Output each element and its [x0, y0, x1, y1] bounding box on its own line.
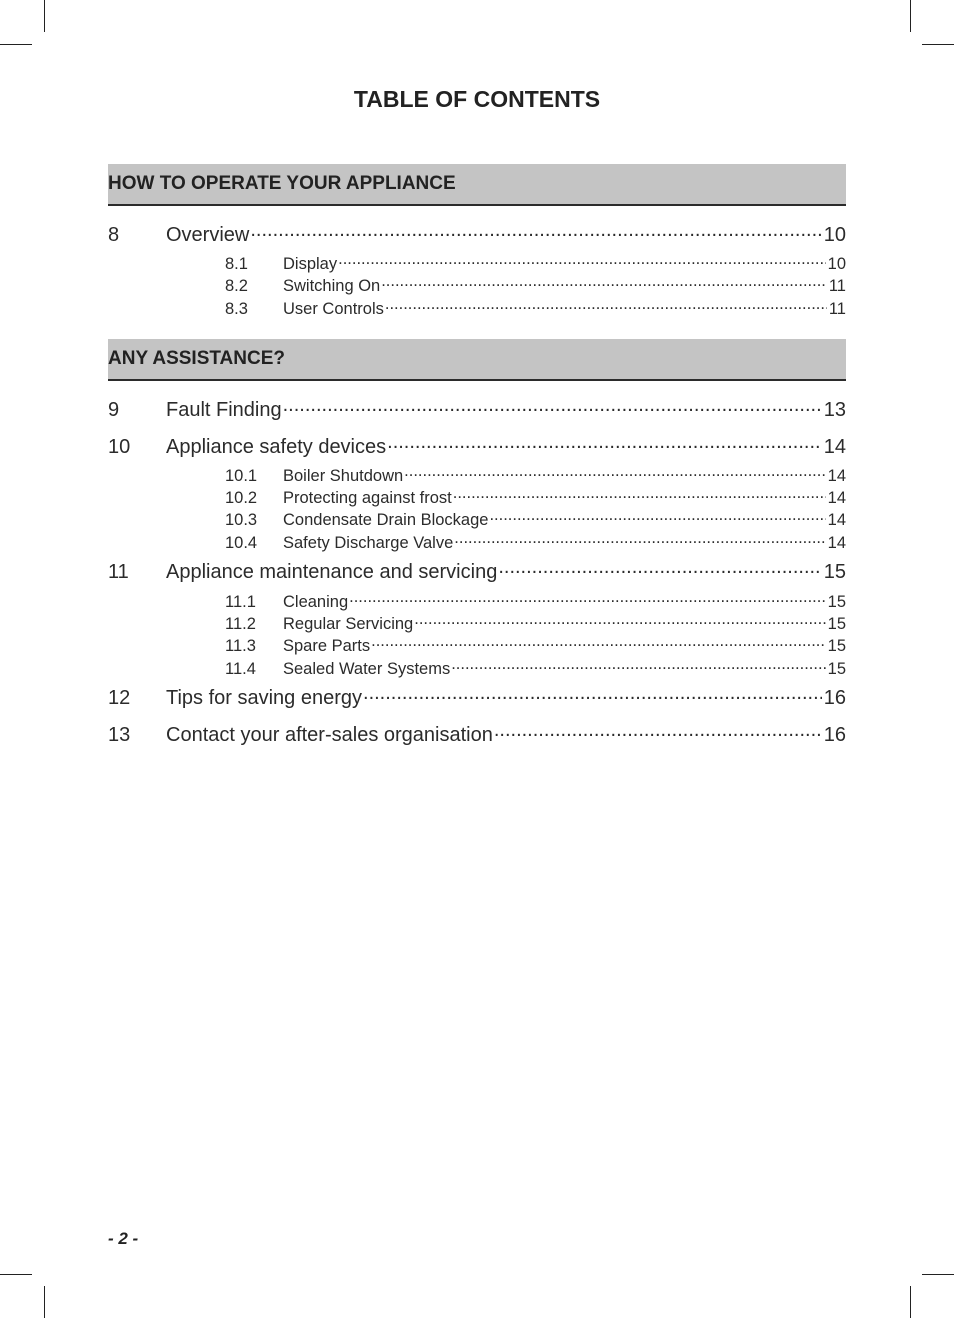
toc-entry-page: 15 — [827, 659, 846, 678]
crop-mark-bottom-left-horizontal — [0, 1274, 32, 1275]
toc-subentry[interactable] — [108, 252, 846, 273]
section-header-operate — [108, 164, 846, 206]
dot-leader — [362, 684, 822, 704]
dot-leader — [488, 508, 825, 525]
dot-leader — [384, 297, 827, 314]
toc-entry-label: Fault Finding — [166, 399, 282, 421]
toc-entry-number: 11.4 — [225, 659, 256, 678]
toc-entry-label: Regular Servicing — [283, 614, 414, 633]
toc-entry-page: 15 — [827, 636, 846, 655]
dot-leader — [380, 274, 827, 291]
toc-entry-number: 8.2 — [225, 276, 248, 295]
dot-leader — [249, 221, 821, 241]
toc-subentry[interactable] — [108, 297, 846, 318]
toc-subentry[interactable] — [108, 486, 846, 507]
toc-entry-label: Appliance maintenance and servicing — [166, 561, 498, 583]
dot-leader — [348, 590, 826, 607]
crop-mark-top-left-horizontal — [0, 44, 32, 45]
toc-entry-page: 15 — [827, 592, 846, 611]
toc-entry[interactable] — [108, 396, 846, 422]
page-title: TABLE OF CONTENTS — [353, 86, 601, 112]
dot-leader — [403, 464, 825, 481]
dot-leader — [337, 252, 826, 269]
toc-entry-page: 15 — [823, 561, 846, 583]
toc-entry-page: 14 — [827, 533, 846, 552]
toc-entry-number: 9 — [108, 399, 120, 421]
toc-entry-number: 8 — [108, 224, 120, 246]
toc-entry-label: Contact your after-sales organisation — [166, 724, 493, 746]
toc-entry-label: Overview — [166, 224, 250, 246]
toc-entry-label: Boiler Shutdown — [283, 466, 404, 485]
toc-entry-number: 11.3 — [225, 636, 256, 655]
dot-leader — [370, 634, 826, 651]
toc-entry-page: 14 — [827, 510, 846, 529]
toc-entry-page: 16 — [823, 724, 846, 746]
toc-entry[interactable] — [108, 684, 846, 710]
toc-entry-label: User Controls — [283, 299, 384, 318]
toc-subentry[interactable] — [108, 590, 846, 611]
toc-subentry[interactable] — [108, 634, 846, 655]
toc-entry-label: Appliance safety devices — [166, 436, 387, 458]
dot-leader — [452, 486, 826, 503]
toc-entry-page: 10 — [823, 224, 846, 246]
toc-entry-page: 14 — [823, 436, 846, 458]
toc-entry-label: Cleaning — [283, 592, 349, 611]
dot-leader — [282, 396, 822, 416]
toc-entry-page: 13 — [823, 399, 846, 421]
toc-subentry[interactable] — [108, 657, 846, 678]
toc-entry[interactable] — [108, 558, 846, 584]
page-number: - 2 - — [108, 1229, 139, 1248]
toc-entry-label: Display — [283, 254, 338, 273]
toc-entry-page: 16 — [823, 687, 846, 709]
dot-leader — [450, 657, 825, 674]
toc-entry-page: 11 — [828, 299, 846, 318]
toc-entry-page: 11 — [828, 276, 846, 295]
crop-mark-top-right-horizontal — [922, 44, 954, 45]
toc-entry-page: 14 — [827, 466, 846, 485]
toc-entry-label: Tips for saving energy — [166, 687, 363, 709]
crop-mark-bottom-right-vertical — [910, 1286, 911, 1318]
toc-entry-number: 10.1 — [225, 466, 258, 485]
crop-mark-top-right-vertical — [910, 0, 911, 32]
toc-entry-page: 10 — [827, 254, 846, 273]
crop-mark-top-left-vertical — [44, 0, 45, 32]
toc-entry-label: Protecting against frost — [283, 488, 452, 507]
toc-entry-number: 10 — [108, 436, 131, 458]
dot-leader — [386, 433, 822, 453]
toc-entry-label: Condensate Drain Blockage — [283, 510, 489, 529]
toc-subentry[interactable] — [108, 612, 846, 633]
section-header-assistance — [108, 339, 846, 381]
crop-mark-bottom-left-vertical — [44, 1286, 45, 1318]
dot-leader — [453, 531, 825, 548]
toc-entry-label: Spare Parts — [283, 636, 371, 655]
toc-entry[interactable] — [108, 433, 846, 459]
toc-entry-label: Switching On — [283, 276, 381, 295]
toc-subentry[interactable] — [108, 531, 846, 552]
dot-leader — [497, 558, 821, 578]
toc-subentry[interactable] — [108, 464, 846, 485]
toc-entry[interactable] — [108, 221, 846, 247]
dot-leader — [493, 721, 822, 741]
toc-entry-number: 11 — [108, 561, 129, 583]
toc-entry-page: 14 — [827, 488, 846, 507]
toc-entry-label: Sealed Water Systems — [283, 659, 451, 678]
toc-entry-number: 11.1 — [225, 592, 256, 611]
toc-entry-number: 10.2 — [225, 488, 258, 507]
crop-mark-bottom-right-horizontal — [922, 1274, 954, 1275]
toc-entry-number: 11.2 — [225, 614, 256, 633]
toc-entry-number: 13 — [108, 724, 131, 746]
toc-entry-label: Safety Discharge Valve — [283, 533, 454, 552]
toc-subentry[interactable] — [108, 508, 846, 529]
toc-entry-page: 15 — [827, 614, 846, 633]
toc-entry-number: 10.4 — [225, 533, 258, 552]
section-heading: ANY ASSISTANCE? — [108, 339, 846, 381]
dot-leader — [413, 612, 825, 629]
toc-subentry[interactable] — [108, 274, 846, 295]
toc-entry-number: 10.3 — [225, 510, 258, 529]
toc-entry-number: 12 — [108, 687, 131, 709]
toc-entry-number: 8.1 — [225, 254, 248, 273]
toc-entry[interactable] — [108, 721, 846, 747]
section-heading: HOW TO OPERATE YOUR APPLIANCE — [108, 164, 846, 206]
toc-entry-number: 8.3 — [225, 299, 248, 318]
